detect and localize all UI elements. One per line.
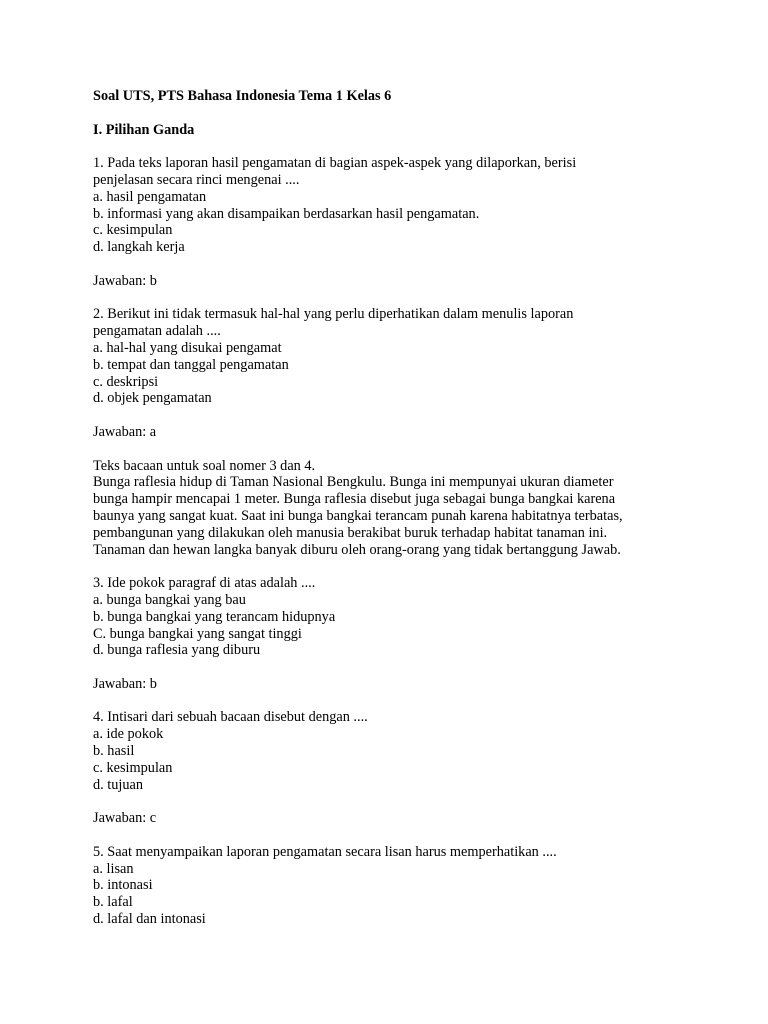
passage-line: bunga hampir mencapai 1 meter. Bunga raflesia disebut juga sebagai bunga bangkai karena	[93, 491, 616, 508]
spacer	[93, 290, 713, 307]
option-a: a. hasil pengamatan	[93, 188, 207, 205]
spacer	[93, 105, 713, 122]
question-text: pengamatan adalah ....	[93, 323, 221, 340]
option-c: c. deskripsi	[93, 373, 159, 390]
section-heading: I. Pilihan Ganda	[93, 121, 195, 138]
answer: Jawaban: a	[93, 423, 157, 440]
question-text: penjelasan secara rinci mengenai ....	[93, 171, 300, 188]
question-text: 5. Saat menyampaikan laporan pengamatan secara lisan harus memperhatikan ....	[93, 843, 557, 860]
option-a: a. ide pokok	[93, 726, 164, 743]
option-b: b. bunga bangkai yang terancam hidupnya	[93, 608, 336, 625]
question-text: 3. Ide pokok paragraf di atas adalah ....	[93, 575, 316, 592]
question-1	[93, 155, 713, 289]
answer: Jawaban: b	[93, 675, 157, 692]
question-text: 1. Pada teks laporan hasil pengamatan di bagian aspek-aspek yang dilaporkan, berisi	[93, 155, 577, 172]
answer: Jawaban: b	[93, 272, 157, 289]
passage-line: Bunga raflesia hidup di Taman Nasional Bengkulu. Bunga ini mempunyai ukuran diameter	[93, 474, 614, 491]
document-body	[93, 88, 713, 928]
spacer	[93, 659, 713, 676]
option-b: b. informasi yang akan disampaikan berdasarkan hasil pengamatan.	[93, 205, 480, 222]
document-title: Soal UTS, PTS Bahasa Indonesia Tema 1 Kelas 6	[93, 88, 392, 104]
spacer	[93, 138, 713, 155]
spacer	[93, 693, 713, 710]
option-c: b. lafal	[93, 894, 133, 911]
option-b: b. hasil	[93, 743, 135, 760]
option-a: a. bunga bangkai yang bau	[93, 591, 246, 608]
option-a: a. hal-hal yang disukai pengamat	[93, 339, 282, 356]
question-text: 2. Berikut ini tidak termasuk hal-hal yang perlu diperhatikan dalam menulis laporan	[93, 306, 574, 323]
question-3	[93, 575, 713, 693]
passage-line: baunya yang sangat kuat. Saat ini bunga bangkai terancam punah karena habitatnya terbatas,	[93, 507, 623, 524]
spacer	[93, 793, 713, 810]
passage-intro: Teks bacaan untuk soal nomer 3 dan 4.	[93, 457, 316, 474]
option-a: a. lisan	[93, 860, 134, 877]
option-b: b. intonasi	[93, 877, 153, 894]
option-d: d. langkah kerja	[93, 239, 185, 256]
option-d: d. objek pengamatan	[93, 390, 212, 407]
option-c: c. kesimpulan	[93, 222, 173, 239]
question-2	[93, 306, 713, 440]
option-d: d. bunga raflesia yang diburu	[93, 642, 261, 659]
option-b: b. tempat dan tanggal pengamatan	[93, 356, 289, 373]
reading-passage	[93, 458, 713, 559]
option-c: C. bunga bangkai yang sangat tinggi	[93, 625, 302, 642]
option-d: d. lafal dan intonasi	[93, 911, 206, 928]
spacer	[93, 407, 713, 424]
spacer	[93, 827, 713, 844]
passage-line: pembangunan yang dilakukan oleh manusia berakibat buruk terhadap habitat tanaman ini.	[93, 524, 608, 541]
option-d: d. tujuan	[93, 776, 144, 793]
spacer	[93, 558, 713, 575]
question-4	[93, 709, 713, 827]
question-text: 4. Intisari dari sebuah bacaan disebut dengan ....	[93, 709, 368, 726]
option-c: c. kesimpulan	[93, 759, 173, 776]
question-5	[93, 844, 713, 928]
passage-line: Tanaman dan hewan langka banyak diburu oleh orang-orang yang tidak bertanggung Jawab.	[93, 541, 621, 558]
spacer	[93, 256, 713, 273]
spacer	[93, 441, 713, 458]
answer: Jawaban: c	[93, 810, 157, 827]
